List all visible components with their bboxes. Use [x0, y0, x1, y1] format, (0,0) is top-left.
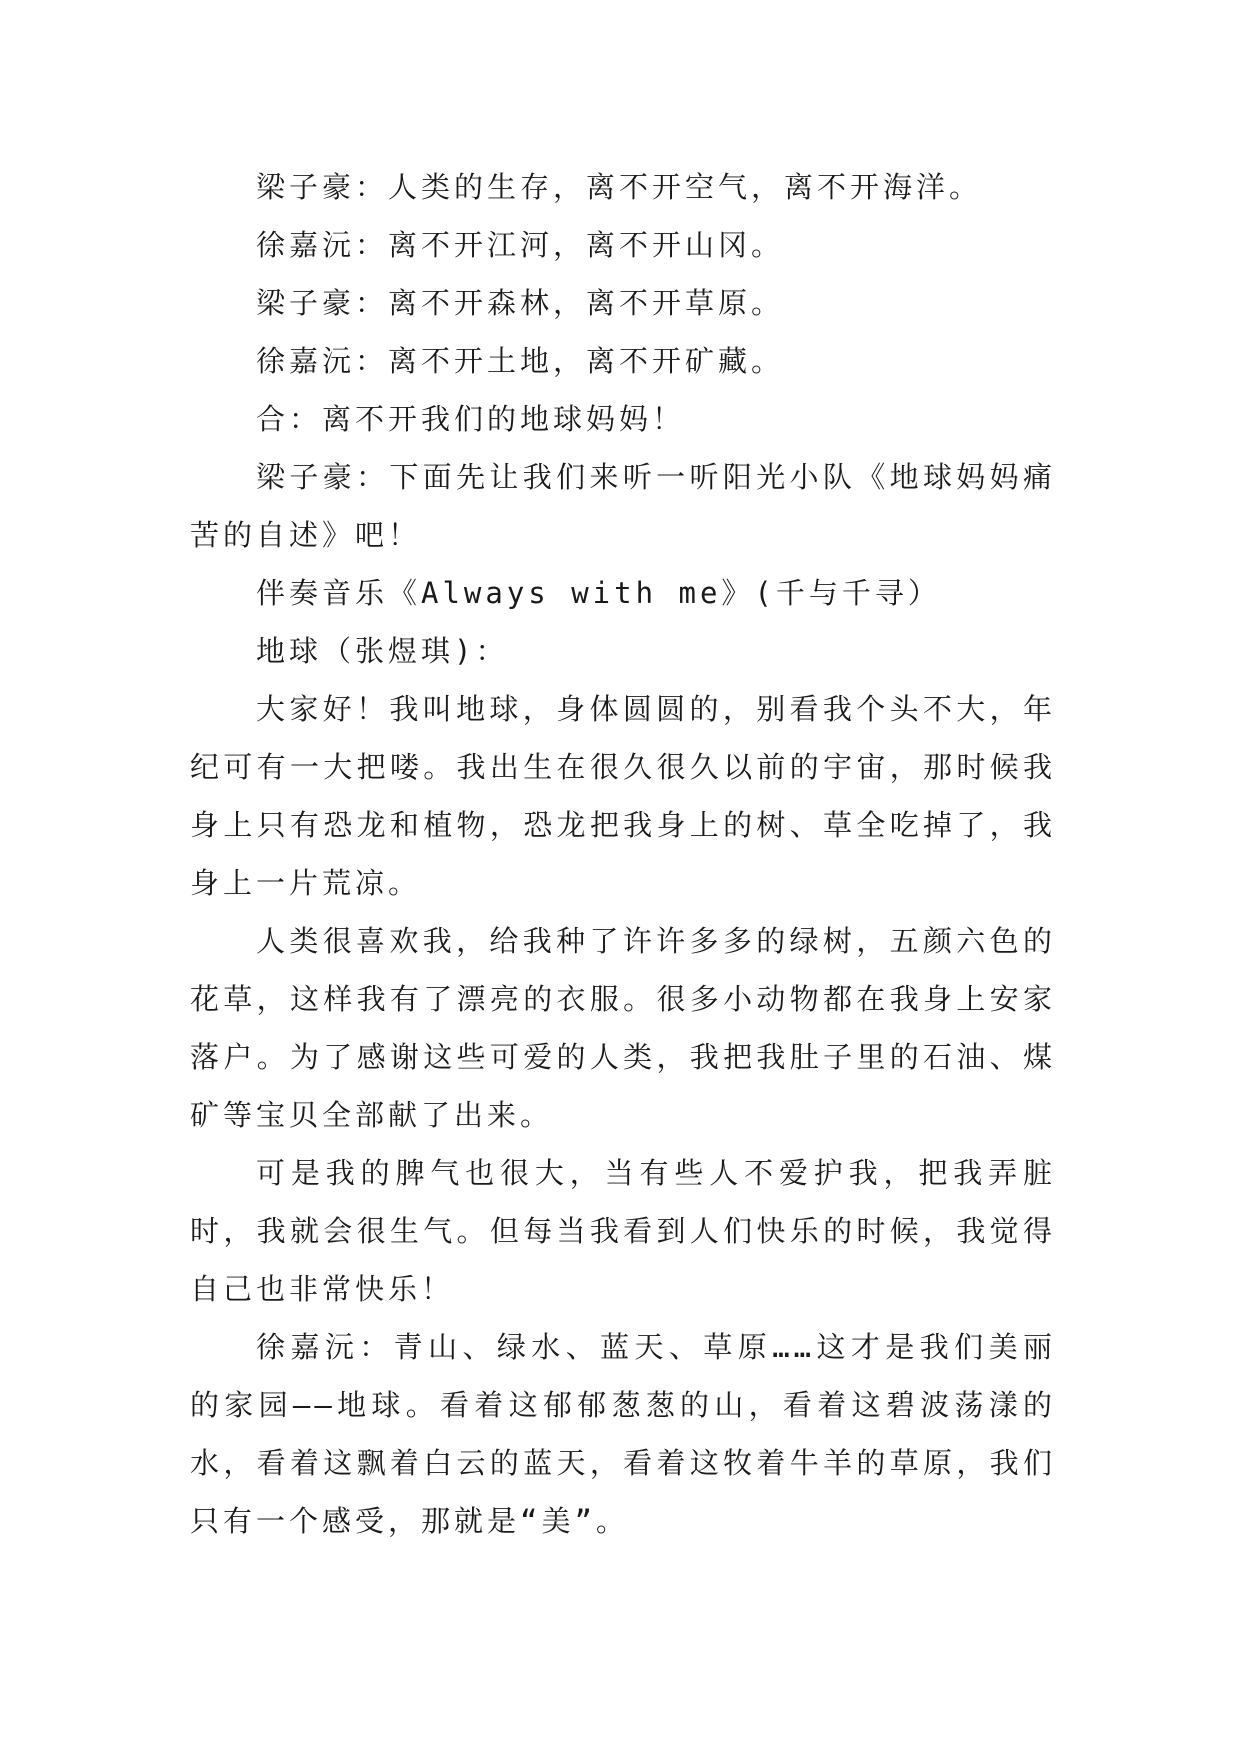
paragraph: 合：离不开我们的地球妈妈！: [256, 402, 686, 436]
paragraph: 徐嘉沅：离不开土地，离不开矿藏。: [256, 344, 785, 378]
document-body: [190, 158, 1056, 1550]
paragraph: 地球（张煜琪)：: [256, 634, 509, 668]
paragraph: 大家好！我叫地球，身体圆圆的，别看我个头不大，年纪可有一大把喽。我出生在很久很久以前的宇宙，那时候我身上只有恐龙和植物，恐龙把我身上的树、草全吃掉了，我身上一片荒凉。: [190, 692, 1056, 900]
paragraph: 可是我的脾气也很大，当有些人不爱护我，把我弄脏时，我就会很生气。但每当我看到人们快乐的时候，我觉得自己也非常快乐！: [190, 1156, 1056, 1306]
paragraph: 徐嘉沅：离不开江河，离不开山冈。: [256, 228, 785, 262]
paragraph: 徐嘉沅：青山、绿水、蓝天、草原……这才是我们美丽的家园——地球。看着这郁郁葱葱的山，看着这碧波荡漾的水，看着这飘着白云的蓝天，看着这牧着牛羊的草原，我们只有一个感受，那就是“美”。: [190, 1330, 1056, 1538]
paragraph: 梁子豪：离不开森林，离不开草原。: [256, 286, 785, 320]
paragraph: 伴奏音乐《Always with me》(千与千寻）: [256, 576, 941, 610]
paragraph: 人类很喜欢我，给我种了许许多多的绿树，五颜六色的花草，这样我有了漂亮的衣服。很多小动物都在我身上安家落户。为了感谢这些可爱的人类，我把我肚子里的石油、煤矿等宝贝全部献了出来。: [190, 924, 1056, 1132]
paragraph: 梁子豪：下面先让我们来听一听阳光小队《地球妈妈痛苦的自述》吧！: [190, 460, 1056, 552]
paragraph: 梁子豪：人类的生存，离不开空气，离不开海洋。: [256, 170, 983, 204]
